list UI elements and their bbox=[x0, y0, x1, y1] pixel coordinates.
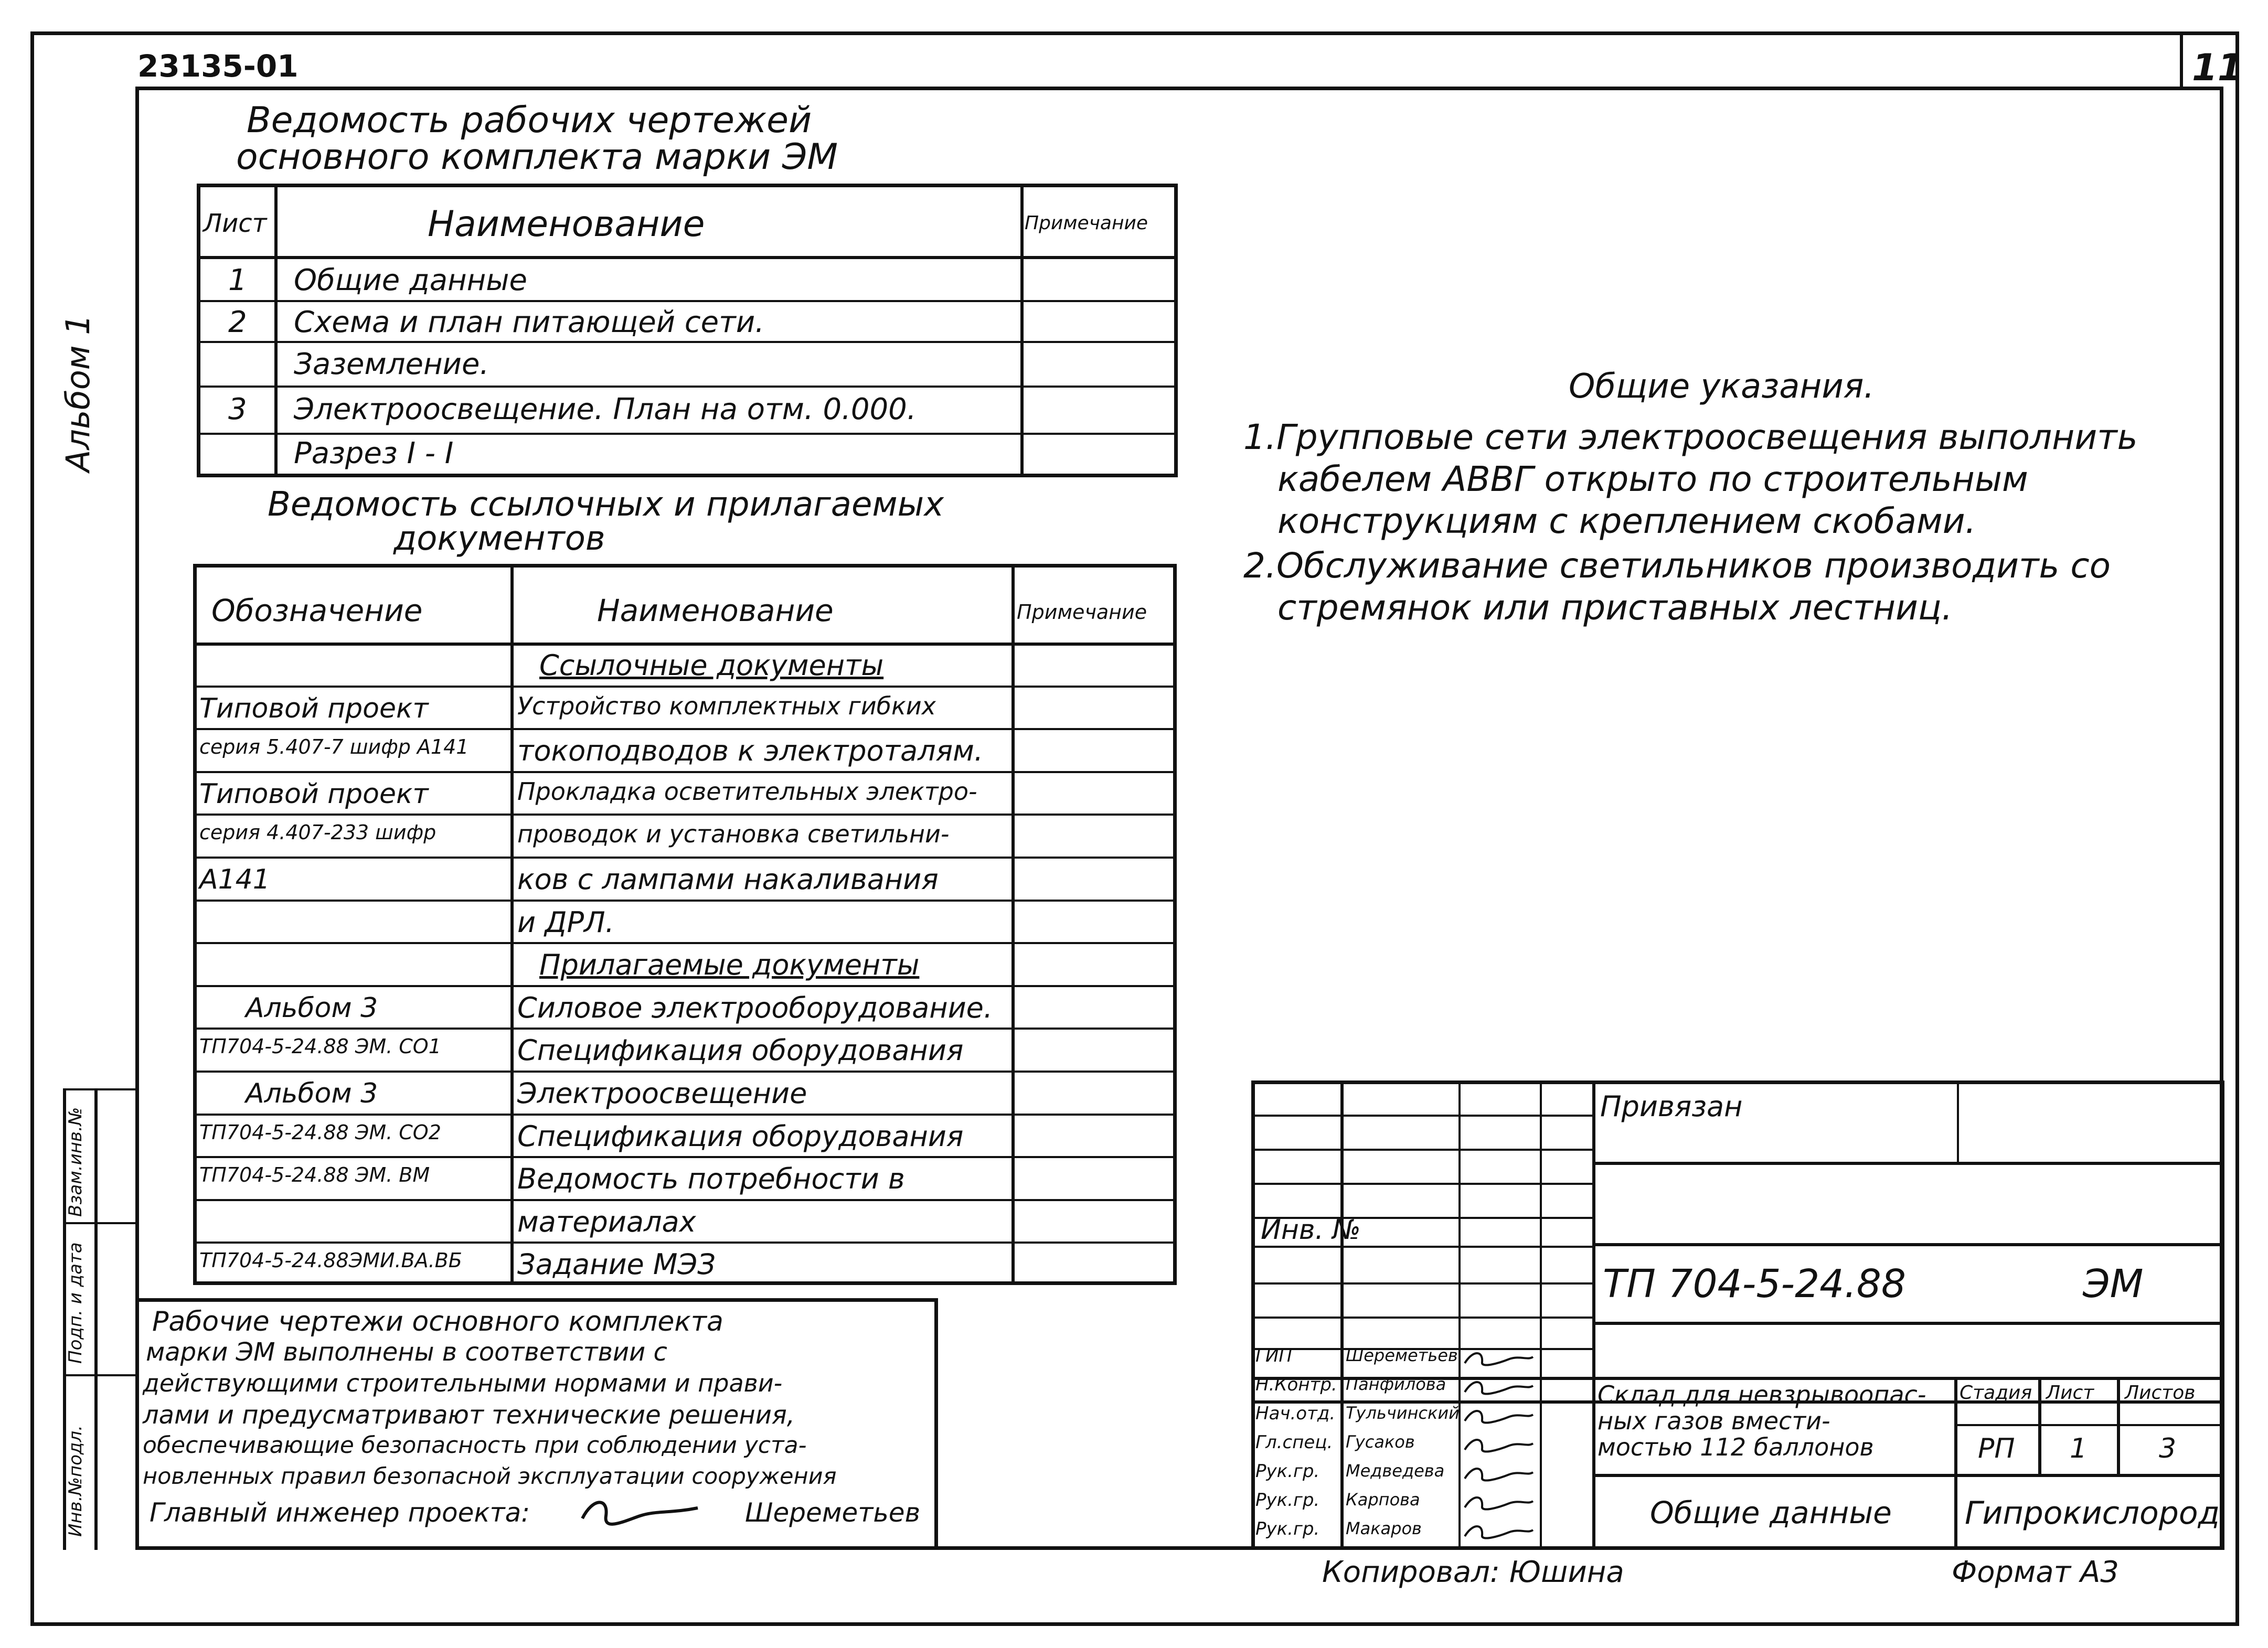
eng-signoff-label: Главный инженер проекта: bbox=[150, 1497, 530, 1528]
tb-stage-header: Стадия bbox=[1960, 1382, 2032, 1404]
tb-attached: Привязан bbox=[1600, 1090, 1743, 1123]
eng-signoff-name: Шереметьев bbox=[745, 1497, 921, 1528]
ref-designation: ТП704-5-24.88 ЭМ. СО2 bbox=[199, 1120, 441, 1144]
eng-line-2: марки ЭМ выполнены в соответствии с bbox=[146, 1337, 667, 1367]
dl-name-4: Электроосвещение. План на отм. 0.000. bbox=[294, 392, 917, 426]
staff-name: Макаров bbox=[1346, 1518, 1422, 1538]
tb-sheets: 3 bbox=[2159, 1433, 2177, 1464]
eng-line-3: действующими строительными нормами и прави- bbox=[143, 1369, 783, 1397]
staff-signature bbox=[1462, 1463, 1536, 1486]
staff-signature bbox=[1462, 1492, 1536, 1515]
ref-name: ков с лампами накаливания bbox=[517, 863, 939, 896]
ref-designation: ТП704-5-24.88 ЭМ. ВМ bbox=[199, 1163, 430, 1187]
doc-code: 23135-01 bbox=[137, 48, 299, 84]
ref-name: Силовое электрооборудование. bbox=[517, 991, 993, 1024]
tb-mark: ЭМ bbox=[2083, 1261, 2144, 1307]
ref-name: Устройство комплектных гибких bbox=[517, 691, 936, 720]
staff-signature bbox=[1462, 1347, 1536, 1371]
ref-designation: Типовой проект bbox=[199, 778, 429, 810]
staff-role: Рук.гр. bbox=[1255, 1490, 1320, 1511]
dl-name-3: Заземление. bbox=[294, 347, 489, 381]
tb-object-1: Склад для невзрывоопас- bbox=[1598, 1381, 1926, 1409]
stamp-h1 bbox=[63, 1088, 136, 1090]
ref-name: токоподводов к электроталям. bbox=[517, 734, 984, 768]
ref-designation: Альбом 3 bbox=[246, 992, 378, 1024]
ref-name: Ссылочные документы bbox=[539, 649, 884, 682]
staff-name: Медведева bbox=[1346, 1461, 1445, 1481]
staff-role: Рук.гр. bbox=[1255, 1518, 1320, 1539]
ref-name: Спецификация оборудования bbox=[517, 1034, 964, 1067]
ref-name: Электроосвещение bbox=[517, 1077, 807, 1110]
drawings-title-2: основного комплекта марки ЭМ bbox=[236, 136, 838, 178]
notes-line-3: конструкциям с креплением скобами. bbox=[1277, 501, 1976, 541]
staff-role: Рук.гр. bbox=[1255, 1461, 1320, 1482]
notes-title: Общие указания. bbox=[1569, 367, 1875, 406]
eng-line-6: новленных правил безопасной эксплуатации сооружения bbox=[143, 1463, 837, 1490]
ref-designation: ТП704-5-24.88 ЭМ. СО1 bbox=[199, 1035, 441, 1058]
ref-name: проводок и установка светильни- bbox=[517, 820, 950, 849]
ref-designation: Альбом 3 bbox=[246, 1078, 378, 1109]
engineer-signature bbox=[577, 1492, 703, 1534]
tb-sheet: 1 bbox=[2070, 1433, 2088, 1464]
ref-name: Задание МЭЗ bbox=[517, 1248, 716, 1281]
ref-designation: серия 5.407-7 шифр А141 bbox=[199, 735, 469, 759]
col-refname-header: Наименование bbox=[597, 593, 834, 628]
staff-signature bbox=[1462, 1376, 1536, 1400]
title-block bbox=[1251, 1080, 2224, 1550]
staff-role: Н.Контр. bbox=[1255, 1374, 1337, 1395]
eng-line-4: лами и предусматривают технические решения, bbox=[143, 1400, 795, 1430]
dl-name-1: Общие данные bbox=[294, 263, 527, 297]
refs-table bbox=[193, 564, 1177, 1285]
staff-signature bbox=[1462, 1405, 1536, 1429]
staff-role: Нач.отд. bbox=[1255, 1403, 1336, 1424]
refs-title-1: Ведомость ссылочных и прилагаемых bbox=[268, 485, 944, 524]
tb-sheets-header: Листов bbox=[2125, 1382, 2196, 1404]
stamp-label-3: Инв.№подл. bbox=[65, 1425, 86, 1537]
staff-role: ГИП bbox=[1255, 1345, 1292, 1366]
ref-designation: ТП704-5-24.88ЭМИ.ВА.ВБ bbox=[199, 1249, 462, 1272]
dl-sheet-1: 1 bbox=[228, 263, 247, 297]
tb-sheet-name: Общие данные bbox=[1650, 1495, 1892, 1531]
stamp-h3 bbox=[63, 1374, 136, 1376]
dl-name-2: Схема и план питающей сети. bbox=[294, 305, 764, 339]
notes-line-1: 1.Групповые сети электроосвещения выполнить bbox=[1243, 417, 2138, 457]
col-note-header: Примечание bbox=[1025, 212, 1148, 234]
dl-sheet-4: 3 bbox=[228, 392, 247, 426]
refs-title-2: документов bbox=[393, 519, 605, 558]
col-name-header: Наименование bbox=[428, 204, 705, 245]
tb-stage: РП bbox=[1978, 1433, 2015, 1464]
col-refnote-header: Примечание bbox=[1017, 601, 1147, 624]
staff-role: Гл.спец. bbox=[1255, 1432, 1333, 1453]
ref-name: Прокладка осветительных электро- bbox=[517, 777, 977, 806]
ref-designation: Типовой проект bbox=[199, 692, 429, 724]
ref-name: материалах bbox=[517, 1205, 696, 1238]
staff-signature bbox=[1462, 1521, 1536, 1544]
dl-name-5: Разрез I - I bbox=[294, 436, 454, 470]
ref-name: Спецификация оборудования bbox=[517, 1119, 964, 1153]
staff-name: Шереметьев bbox=[1346, 1345, 1458, 1365]
eng-line-1: Рабочие чертежи основного комплекта bbox=[152, 1306, 723, 1337]
tb-code: ТП 704-5-24.88 bbox=[1603, 1261, 1906, 1307]
ref-name: Прилагаемые документы bbox=[539, 948, 920, 982]
ref-name: и ДРЛ. bbox=[517, 905, 614, 939]
tb-sheet-header: Лист bbox=[2046, 1382, 2094, 1404]
footer-copied: Копировал: Юшина bbox=[1322, 1555, 1624, 1589]
ref-designation: серия 4.407-233 шифр bbox=[199, 821, 436, 844]
album-side-label: Альбом 1 bbox=[59, 314, 97, 472]
drawings-title-1: Ведомость рабочих чертежей bbox=[247, 100, 812, 141]
staff-signature bbox=[1462, 1434, 1536, 1458]
sheet-corner-number: 11 bbox=[2192, 46, 2243, 89]
notes-line-2: кабелем АВВГ открыто по строительным bbox=[1277, 459, 2028, 499]
stamp-line-2 bbox=[94, 1088, 98, 1550]
stamp-h2 bbox=[63, 1222, 136, 1224]
eng-line-5: обеспечивающие безопасность при соблюдении уста- bbox=[143, 1432, 807, 1459]
staff-name: Панфилова bbox=[1346, 1374, 1446, 1394]
staff-name: Карпова bbox=[1346, 1490, 1420, 1510]
tb-inv-no: Инв. № bbox=[1261, 1214, 1361, 1246]
tb-object-3: мостью 112 баллонов bbox=[1598, 1433, 1874, 1461]
col-sheet-header: Лист bbox=[203, 209, 267, 238]
footer-format: Формат А3 bbox=[1952, 1555, 2119, 1589]
drawings-table bbox=[197, 184, 1178, 477]
notes-line-5: стремянок или приставных лестниц. bbox=[1277, 587, 1953, 628]
col-designation-header: Обозначение bbox=[211, 593, 423, 628]
stamp-label-2: Подп. и дата bbox=[65, 1242, 86, 1364]
tb-org: Гипрокислород bbox=[1965, 1495, 2220, 1532]
ref-name: Ведомость потребности в bbox=[517, 1162, 905, 1196]
notes-line-4: 2.Обслуживание светильников производить со bbox=[1243, 545, 2111, 586]
ref-designation: А141 bbox=[199, 864, 270, 895]
corner-divider bbox=[2180, 31, 2183, 89]
staff-name: Тульчинский bbox=[1346, 1403, 1460, 1423]
stamp-label-1: Взам.инв.№ bbox=[65, 1107, 86, 1217]
dl-sheet-2: 2 bbox=[228, 305, 247, 339]
staff-name: Гусаков bbox=[1346, 1432, 1415, 1452]
tb-object-2: ных газов вмести- bbox=[1598, 1407, 1830, 1435]
